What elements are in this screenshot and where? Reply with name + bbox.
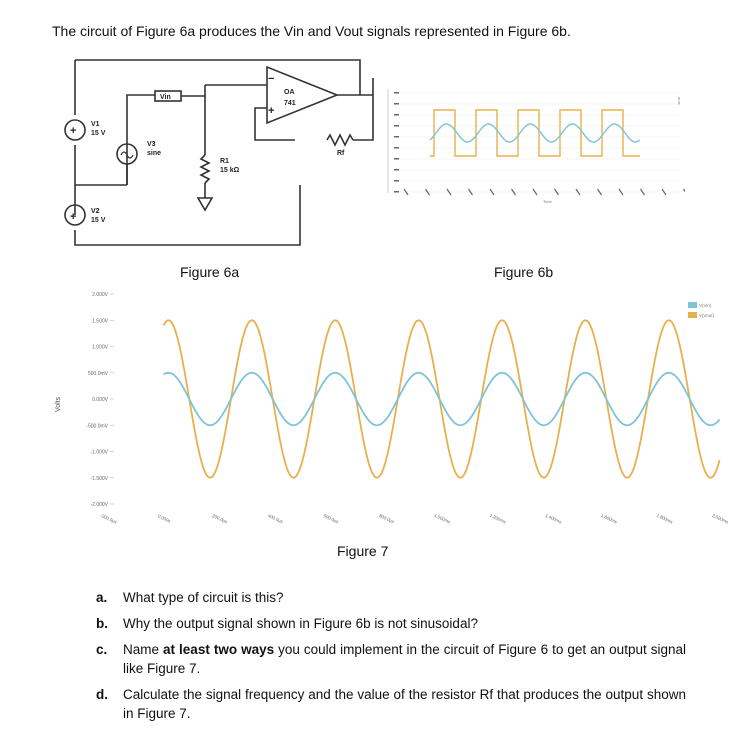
r1-name: R1 xyxy=(220,158,229,165)
y-tick-label: 500.0mV xyxy=(87,370,108,377)
v2-value: 15 V xyxy=(91,217,106,224)
x-tick-label: 400.0µs xyxy=(267,512,284,525)
wire-top xyxy=(75,60,360,95)
figure-6b-vin-trace xyxy=(430,124,640,142)
circuit-schematic xyxy=(55,50,390,250)
ground-symbol xyxy=(198,198,212,210)
rf-name: Rf xyxy=(337,150,345,157)
question-c: c. Name at least two ways you could implement in the circuit of Figure 6 to get an output signal like Figure 7. xyxy=(96,642,686,676)
legend-swatch xyxy=(688,302,697,308)
y-tick xyxy=(394,103,399,105)
y-axis-label: Volts xyxy=(55,396,62,412)
y-tick-label: -1.000V xyxy=(90,449,108,456)
y-tick-label: -500.0mV xyxy=(86,423,108,430)
x-tick-label: 1.400ms xyxy=(544,512,563,525)
opamp-741 xyxy=(267,67,337,123)
x-tick-label: 0.000s xyxy=(157,513,172,524)
y-tick-label: 2.000V xyxy=(92,292,108,298)
figure-7-caption: Figure 7 xyxy=(337,543,389,559)
v3-type: sine xyxy=(147,150,162,157)
question-d: d. Calculate the signal frequency and the value of the resistor Rf that produces the output shown in Figure 7. xyxy=(96,687,686,721)
question-b: b. Why the output signal shown in Figure 6b is not sinusoidal? xyxy=(96,616,478,631)
y-tick xyxy=(394,158,399,160)
svg-text:+: + xyxy=(70,125,77,137)
y-tick-label: 1.000V xyxy=(92,344,108,351)
figure-6b-caption: Figure 6b xyxy=(494,264,554,280)
y-tick xyxy=(394,125,399,127)
svg-text:−: − xyxy=(268,73,275,85)
figure-6b-vout-trace xyxy=(430,110,640,156)
question-a: a. What type of circuit is this? xyxy=(96,590,284,605)
v3-name: V3 xyxy=(147,141,156,148)
r1-value: 15 kΩ xyxy=(220,167,240,174)
series-line xyxy=(164,320,720,477)
rf-resistor xyxy=(327,135,353,145)
svg-text:¦: ¦ xyxy=(678,96,681,105)
v2-name: V2 xyxy=(91,208,100,215)
x-tick xyxy=(684,189,686,195)
opamp-label: OA xyxy=(284,89,295,96)
x-tick-label: 200.0µs xyxy=(211,512,229,525)
legend-label: V(Vin) xyxy=(699,303,712,308)
y-tick-label: -1.500V xyxy=(90,475,108,482)
v1-name: V1 xyxy=(91,121,100,128)
y-tick xyxy=(394,136,399,138)
x-tick-label: 1.000ms xyxy=(433,512,452,525)
y-tick xyxy=(394,92,399,94)
y-tick xyxy=(394,147,399,149)
vin-probe-label: Vin xyxy=(160,94,171,101)
y-tick-label: 0.000V xyxy=(92,397,108,403)
legend-label: V(Vout) xyxy=(699,313,715,318)
y-tick xyxy=(394,191,399,193)
x-tick-label: 600.0µs xyxy=(322,512,340,525)
x-tick-label: 2.000ms xyxy=(711,512,730,525)
x-tick-label: 1.200ms xyxy=(488,512,507,525)
y-tick xyxy=(394,114,399,116)
legend-swatch xyxy=(688,312,697,318)
y-tick xyxy=(394,180,399,182)
intro-text: The circuit of Figure 6a produces the Vin and Vout signals represented in Figure 6b. xyxy=(52,23,571,39)
figure-6a-caption: Figure 6a xyxy=(180,264,240,280)
x-tick-label: 800.0µs xyxy=(378,512,395,525)
svg-text:+: + xyxy=(70,211,77,223)
x-tick-label: 1.600ms xyxy=(600,512,618,525)
figure-7-chart xyxy=(40,280,744,540)
question-list xyxy=(96,588,686,730)
v1-value: 15 V xyxy=(91,130,106,137)
figure-6b-x-label: Time xyxy=(543,199,552,204)
series-line xyxy=(164,373,720,425)
svg-text:+: + xyxy=(268,105,275,117)
y-tick-label: -2.000V xyxy=(90,502,108,508)
y-tick-label: 1.500V xyxy=(92,318,108,325)
opamp-model-label: 741 xyxy=(284,100,296,107)
figure-6b-plot xyxy=(380,85,685,210)
x-tick-label: -200.0µs xyxy=(99,512,118,525)
x-tick-label: 1.800ms xyxy=(655,512,674,525)
y-tick xyxy=(394,169,399,171)
r1-resistor xyxy=(201,155,209,183)
